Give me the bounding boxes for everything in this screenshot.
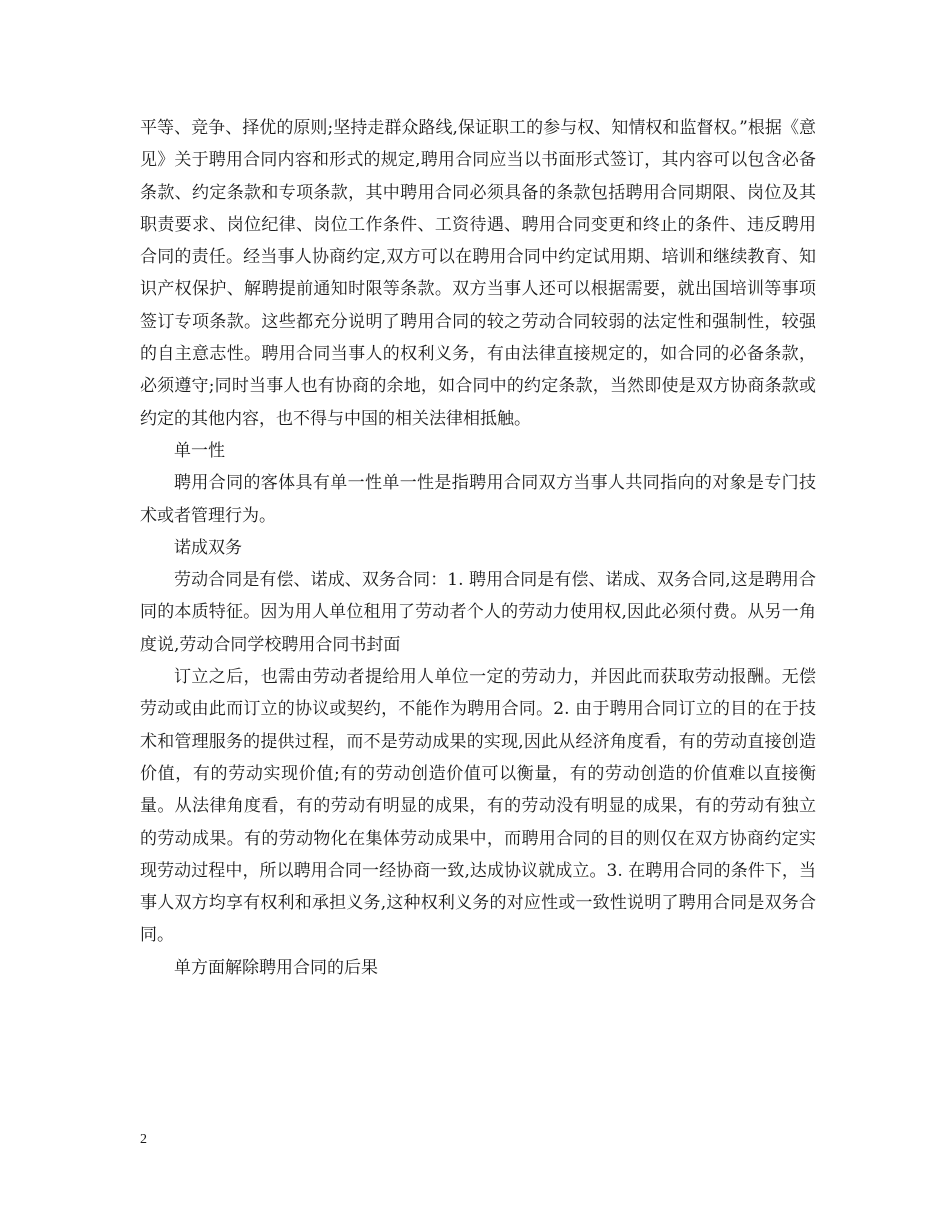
body-paragraph-bilateral: 劳动合同是有偿、诺成、双务合同：1. 聘用合同是有偿、诺成、双务合同,这是聘用合同的本质特征。因为用人单位租用了劳动者个人的劳动力使用权,因此必须付费。从另一角度说,劳动合同学校聘用合同书封面 [140, 570, 816, 655]
section-heading-single-nature: 单一性 [174, 440, 225, 461]
section-heading-termination: 单方面解除聘用合同的后果 [174, 957, 378, 978]
document-body [140, 112, 816, 984]
page-number: 2 [140, 1132, 147, 1147]
body-paragraph-continued: 平等、竞争、择优的原则;坚持走群众路线,保证职工的参与权、知情权和监督权。”根据《意见》关于聘用合同内容和形式的规定,聘用合同应当以书面形式签订，其内容可以包含必备条款、约定条款和专项条款，其中聘用合同必须具备的条款包括聘用合同期限、岗位及其职责要求、岗位纪律、岗位工作条件、工资待遇、聘用合同变更和终止的条件、违反聘用合同的责任。经当事人协商约定,双方可以在聘用合同中约定试用期、培训和继续教育、知识产权保护、解聘提前通知时限等条款。双方当事人还可以根据需要，就出国培训等事项签订专项条款。这些都充分说明了聘用合同的较之劳动合同较弱的法定性和强制性，较强的自主意志性。聘用合同当事人的权利义务，有由法律直接规定的，如合同的必备条款，必须遵守;同时当事人也有协商的余地，如合同中的约定条款，当然即使是双方协商条款或约定的其他内容，也不得与中国的相关法律相抵触。 [140, 118, 816, 429]
body-paragraph-single-nature: 聘用合同的客体具有单一性单一性是指聘用合同双方当事人共同指向的对象是专门技术或者管理行为。 [140, 473, 816, 526]
section-heading-bilateral: 诺成双务 [174, 537, 242, 558]
body-paragraph-labor: 订立之后，也需由劳动者提给用人单位一定的劳动力，并因此而获取劳动报酬。无偿劳动或由此而订立的协议或契约，不能作为聘用合同。2. 由于聘用合同订立的目的在于技术和管理服务的提供过程，而不是劳动成果的实现,因此从经济角度看，有的劳动直接创造价值，有的劳动实现价值;有的劳动创造价值可以衡量，有的劳动创造的价值难以直接衡量。从法律角度看，有的劳动有明显的成果，有的劳动没有明显的成果，有的劳动有独立的劳动成果。有的劳动物化在集体劳动成果中，而聘用合同的目的则仅在双方协商约定实现劳动过程中，所以聘用合同一经协商一致,达成协议就成立。3. 在聘用合同的条件下，当事人双方均享有权利和承担义务,这种权利义务的对应性或一致性说明了聘用合同是双务合同。 [140, 667, 816, 946]
